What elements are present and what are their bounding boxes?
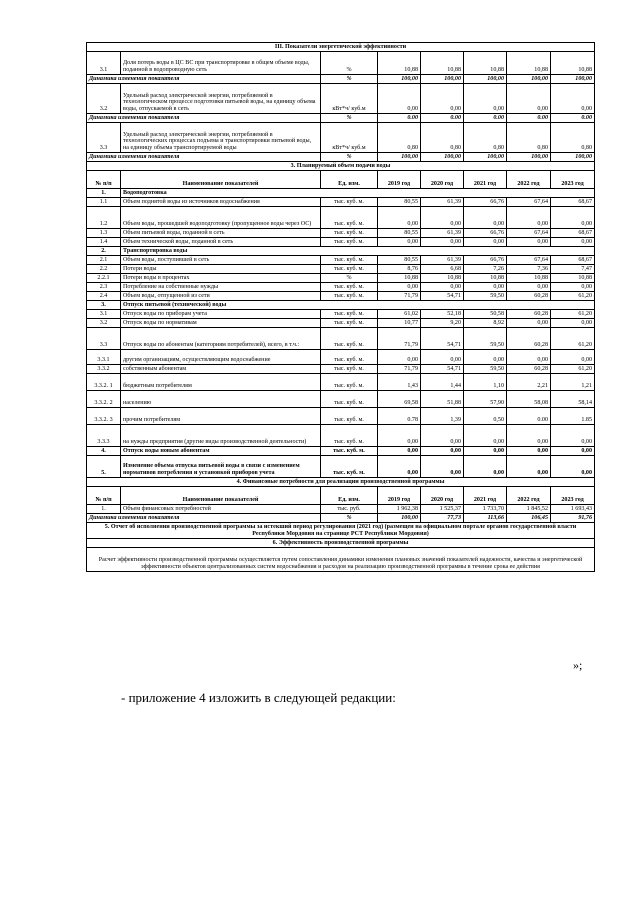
row-value: 100,00	[464, 75, 507, 84]
row-value: 0,00	[378, 350, 421, 365]
row-name: Объем воды, поступившей в сеть	[121, 256, 321, 265]
amendment-instruction: - приложение 4 изложить в следующей редакции:	[121, 690, 396, 705]
row-value: 1 693,43	[551, 505, 595, 514]
row-value: 57,90	[464, 391, 507, 408]
row-value: 0,00	[464, 207, 507, 229]
row-value: 0,00	[421, 84, 464, 114]
row-unit: тыс. куб. м.	[321, 283, 378, 292]
effectiveness-section	[87, 539, 595, 548]
row-value: 0.00	[421, 114, 464, 123]
row-unit: тыс. куб. м.	[321, 310, 378, 319]
volume-section-title: 3. Планируемый объем подачи воды	[87, 162, 595, 171]
row-value: 1,43	[378, 374, 421, 391]
row-number: 1.	[87, 505, 121, 514]
table-row	[87, 84, 595, 114]
finance-section	[87, 478, 595, 487]
report-section-title: 5. Отчет об исполнении производственной программы за истекший период регулирования (2021 год) (размещен на официальном портале органов государственной власти Республики Мордовия на странице РСТ Республики Мордовия)	[87, 523, 595, 539]
column-header-year: 2020 год	[421, 171, 464, 189]
row-value: 61,20	[551, 365, 595, 374]
row-value: 100,00	[507, 153, 551, 162]
row-number: 3.3.3	[87, 425, 121, 447]
row-value: 1,39	[421, 408, 464, 425]
row-value: 67,64	[507, 256, 551, 265]
row-value: 0,00	[507, 84, 551, 114]
column-header-year: 2023 год	[551, 171, 595, 189]
row-value: 60,28	[507, 365, 551, 374]
table-row	[87, 229, 595, 238]
row-value: 0,00	[551, 319, 595, 328]
row-value: 100,00	[507, 75, 551, 84]
row-number: 3.3	[87, 123, 121, 153]
row-value: 0.78	[378, 408, 421, 425]
row-value: 0,00	[421, 238, 464, 247]
volume-section	[87, 162, 595, 171]
row-value: 0,00	[421, 207, 464, 229]
row-unit: тыс. куб. м.	[321, 198, 378, 207]
row-value: 1,10	[464, 374, 507, 391]
row-unit: %	[321, 52, 378, 75]
row-unit: тыс. куб. м.	[321, 328, 378, 350]
row-value: 0,00	[507, 456, 551, 478]
effectiveness-section-title: 6. Эффективность производственной программы	[87, 539, 595, 548]
row-value: 71,79	[378, 328, 421, 350]
row-value: 0,00	[378, 456, 421, 478]
row-value: 0,00	[378, 283, 421, 292]
row-name: Потери воды	[121, 265, 321, 274]
row-value: 1.85	[551, 408, 595, 425]
column-header-year: 2023 год	[551, 487, 595, 505]
row-number: 1.1	[87, 198, 121, 207]
row-unit: тыс. куб. м.	[321, 229, 378, 238]
group-title: Транспортировка воды	[121, 247, 595, 256]
row-value: 77,73	[421, 514, 464, 523]
row-value: 10,88	[551, 52, 595, 75]
row-number: 2.3	[87, 283, 121, 292]
row-value: 68,67	[551, 256, 595, 265]
row-value: 100,00	[378, 75, 421, 84]
row-name: Изменение объема отпуска питьевой воды в связи с изменением нормативов потребления и установкой приборов учета	[121, 456, 321, 478]
column-header-year: 2020 год	[421, 487, 464, 505]
table-row	[87, 374, 595, 391]
production-program-table	[86, 42, 595, 572]
table-row	[87, 319, 595, 328]
row-value: 0,00	[551, 238, 595, 247]
row-value: 61,39	[421, 229, 464, 238]
row-value: 0,80	[378, 123, 421, 153]
row-value: 0,00	[464, 350, 507, 365]
row-value: 0,80	[507, 123, 551, 153]
row-value: 0,00	[464, 456, 507, 478]
dynamic-row	[87, 153, 595, 162]
row-unit: тыс. куб. м.	[321, 319, 378, 328]
row-value: 67,64	[507, 229, 551, 238]
row-value: 0,00	[551, 84, 595, 114]
table-row	[87, 52, 595, 75]
column-header-unit: Ед. изм.	[321, 487, 378, 505]
row-name: Объем финансовых потребностей	[121, 505, 321, 514]
row-name: населению	[121, 391, 321, 408]
row-value: 69,58	[378, 391, 421, 408]
row-value: 0.00	[464, 114, 507, 123]
dynamic-row	[87, 514, 595, 523]
row-value: 61,02	[378, 310, 421, 319]
row-value: 66,76	[464, 198, 507, 207]
row-name: Объем поднятой воды из источников водоснабжения	[121, 198, 321, 207]
closing-quote: »;	[573, 658, 583, 672]
row-value: 1,44	[421, 374, 464, 391]
row-value: 0.00	[378, 114, 421, 123]
row-number: 1.4	[87, 238, 121, 247]
row-value: 1,21	[551, 374, 595, 391]
row-value: 10,77	[378, 319, 421, 328]
row-number: 1.3	[87, 229, 121, 238]
row-value: 61,39	[421, 256, 464, 265]
dynamic-row	[87, 114, 595, 123]
report-section	[87, 523, 595, 539]
row-value: 0,00	[378, 84, 421, 114]
row-value: 60,28	[507, 310, 551, 319]
row-value: 7,36	[507, 265, 551, 274]
table-row	[87, 265, 595, 274]
table-row	[87, 207, 595, 229]
row-value: 0,00	[464, 447, 507, 456]
row-value: 0,00	[507, 425, 551, 447]
table-row	[87, 365, 595, 374]
table-row	[87, 123, 595, 153]
row-name: Отпуск воды новым абонентам	[121, 447, 321, 456]
row-value: 0,00	[378, 238, 421, 247]
table-row	[87, 425, 595, 447]
row-number: 3.3.2	[87, 365, 121, 374]
row-value: 0,00	[507, 207, 551, 229]
row-value: 67,64	[507, 198, 551, 207]
row-name: Отпуск воды по абонентам (категориям потребителей), всего, в т.ч.:	[121, 328, 321, 350]
row-value: 0,00	[551, 350, 595, 365]
row-value: 71,79	[378, 365, 421, 374]
row-value: 10,88	[378, 52, 421, 75]
group-title: Отпуск питьевой (технической) воды	[121, 301, 595, 310]
row-value: 0,80	[551, 123, 595, 153]
row-value: 10,88	[421, 52, 464, 75]
table-row	[87, 198, 595, 207]
row-unit: тыс. куб. м.	[321, 256, 378, 265]
row-unit: тыс. куб. м.	[321, 265, 378, 274]
row-unit: тыс. куб. м.	[321, 447, 378, 456]
efficiency-section	[87, 43, 595, 52]
row-name: прочим потребителям	[121, 408, 321, 425]
row-name: Удельный расход электрической энергии, потребляемой в технологических процессах подъема и транспортировки питьевой воды, на единицу объема транспортируемой воды	[121, 123, 321, 153]
row-number: 3.2	[87, 319, 121, 328]
efficiency-section-title: III. Показатели энергетической эффективности	[87, 43, 595, 52]
row-value: 10,88	[507, 52, 551, 75]
row-name: Удельный расход электрической энергии, потребляемой в технологическом процессе подготовки питьевой воды, на единицу объема воды, отпускаемой в сеть	[121, 84, 321, 114]
row-name: бюджетным потребителям	[121, 374, 321, 391]
row-value: 7,26	[464, 265, 507, 274]
table-row	[87, 274, 595, 283]
row-number: 3.2	[87, 84, 121, 114]
table-row	[87, 238, 595, 247]
row-value: 0.00	[507, 114, 551, 123]
row-value: 0,80	[421, 123, 464, 153]
row-number: 2.1	[87, 256, 121, 265]
row-value: 51,88	[421, 391, 464, 408]
row-name: на нужды предприятия (другие виды производственной деятельности)	[121, 425, 321, 447]
table-row	[87, 292, 595, 301]
row-value: 100,00	[464, 153, 507, 162]
row-value: 100,00	[421, 153, 464, 162]
row-unit: тыс. куб. м.	[321, 391, 378, 408]
row-value: 0,00	[507, 283, 551, 292]
row-unit: тыс. куб. м.	[321, 238, 378, 247]
row-value: 54,71	[421, 328, 464, 350]
row-number: 3.3.2. 1	[87, 374, 121, 391]
row-unit: %	[321, 153, 378, 162]
row-value: 61,39	[421, 198, 464, 207]
row-value: 59,50	[464, 292, 507, 301]
row-number: 4.	[87, 447, 121, 456]
row-value: 0,00	[464, 238, 507, 247]
row-number: 3.3.1	[87, 350, 121, 365]
dynamic-label: Динамика изменения показателя	[87, 114, 321, 123]
row-name: Потери воды в процентах	[121, 274, 321, 283]
row-name: Отпуск воды по нормативам	[121, 319, 321, 328]
table-row	[87, 350, 595, 365]
row-number: 1.	[87, 189, 121, 198]
row-value: 0,00	[551, 425, 595, 447]
row-value: 58,14	[551, 391, 595, 408]
group-title: Водоподготовка	[121, 189, 595, 198]
row-value: 100,00	[421, 75, 464, 84]
row-number: 3.3	[87, 328, 121, 350]
row-value: 59,50	[464, 328, 507, 350]
dynamic-label: Динамика изменения показателя	[87, 153, 321, 162]
row-value: 10,88	[507, 274, 551, 283]
row-unit: %	[321, 274, 378, 283]
row-value: 0,00	[551, 207, 595, 229]
row-value: 61,20	[551, 328, 595, 350]
row-number: 3.1	[87, 52, 121, 75]
row-value: 1 733,70	[464, 505, 507, 514]
row-value: 66,76	[464, 229, 507, 238]
row-number: 2.4	[87, 292, 121, 301]
row-value: 9,20	[421, 319, 464, 328]
finance-header-row	[87, 487, 595, 505]
row-value: 0,00	[421, 283, 464, 292]
row-value: 0,00	[378, 447, 421, 456]
table-row	[87, 391, 595, 408]
row-value: 91,76	[551, 514, 595, 523]
row-value: 0,00	[507, 447, 551, 456]
row-name: Потребление на собственные нужды	[121, 283, 321, 292]
table-row	[87, 505, 595, 514]
row-unit: тыс. куб. м.	[321, 350, 378, 365]
row-value: 0,00	[507, 350, 551, 365]
row-name: Объем питьевой воды, поданной в сеть	[121, 229, 321, 238]
row-value: 0.00	[507, 408, 551, 425]
column-header-unit: Ед. изм.	[321, 171, 378, 189]
row-unit: тыс. куб. м.	[321, 365, 378, 374]
column-header-year: 2019 год	[378, 487, 421, 505]
row-value: 1 525,37	[421, 505, 464, 514]
row-value: 1 962,38	[378, 505, 421, 514]
table-row	[87, 408, 595, 425]
row-value: 0,00	[507, 238, 551, 247]
row-value: 0,00	[464, 84, 507, 114]
row-unit: тыс. куб. м.	[321, 456, 378, 478]
row-value: 0,80	[464, 123, 507, 153]
row-number: 3.3.2. 2	[87, 391, 121, 408]
row-value: 7,47	[551, 265, 595, 274]
row-value: 8,76	[378, 265, 421, 274]
effectiveness-text-row	[87, 548, 595, 572]
row-value: 58,08	[507, 391, 551, 408]
row-number: 3.	[87, 301, 121, 310]
row-unit: тыс. куб. м.	[321, 207, 378, 229]
row-value: 100,00	[551, 75, 595, 84]
row-value: 68,67	[551, 198, 595, 207]
column-header-name: Наименование показателей	[121, 171, 321, 189]
row-name: Объем технической воды, поданной в сеть	[121, 238, 321, 247]
row-unit: тыс. куб. м.	[321, 408, 378, 425]
column-header-year: 2022 год	[507, 171, 551, 189]
row-value: 80,55	[378, 198, 421, 207]
row-value: 50,58	[464, 310, 507, 319]
row-unit: %	[321, 114, 378, 123]
row-unit: кВт*ч/ куб.м	[321, 84, 378, 114]
row-value: 113,66	[464, 514, 507, 523]
column-header-year: 2022 год	[507, 487, 551, 505]
group-row	[87, 189, 595, 198]
row-value: 0,00	[378, 425, 421, 447]
row-value: 60,28	[507, 328, 551, 350]
row-unit: %	[321, 75, 378, 84]
row-unit: кВт*ч/ куб.м	[321, 123, 378, 153]
row-value: 100,00	[378, 153, 421, 162]
finance-section-title: 4. Финансовые потребности для реализации производственной программы	[87, 478, 595, 487]
dynamic-label: Динамика изменения показателя	[87, 514, 321, 523]
document-page	[86, 42, 594, 572]
volume-header-row	[87, 171, 595, 189]
row-value: 10,88	[551, 274, 595, 283]
row-unit: тыс. руб.	[321, 505, 378, 514]
column-header-number: № п/п	[87, 171, 121, 189]
row-value: 54,71	[421, 292, 464, 301]
row-value: 2,21	[507, 374, 551, 391]
row-value: 0,00	[507, 319, 551, 328]
group-row	[87, 301, 595, 310]
row-value: 0,00	[421, 350, 464, 365]
row-value: 54,71	[421, 365, 464, 374]
table-row	[87, 447, 595, 456]
group-row	[87, 247, 595, 256]
dynamic-label: Динамика изменения показателя	[87, 75, 321, 84]
row-number: 2.2	[87, 265, 121, 274]
row-name: Доля потерь воды в ЦС ВС при транспортировке в общем объеме воды, поданной в водопроводную сеть	[121, 52, 321, 75]
row-value: 0,00	[421, 447, 464, 456]
row-unit: %	[321, 514, 378, 523]
row-unit: тыс. куб. м.	[321, 292, 378, 301]
row-value: 10,88	[421, 274, 464, 283]
column-header-year: 2021 год	[464, 487, 507, 505]
row-value: 80,55	[378, 229, 421, 238]
row-value: 8,92	[464, 319, 507, 328]
row-value: 60,28	[507, 292, 551, 301]
table-row	[87, 283, 595, 292]
row-value: 61,20	[551, 310, 595, 319]
row-value: 0,00	[421, 456, 464, 478]
row-value: 10,88	[464, 52, 507, 75]
row-name: собственным абонентам	[121, 365, 321, 374]
row-value: 59,50	[464, 365, 507, 374]
table-row	[87, 456, 595, 478]
row-value: 100,00	[551, 153, 595, 162]
row-value: 6,68	[421, 265, 464, 274]
column-header-name: Наименование показателей	[121, 487, 321, 505]
row-value: 71,79	[378, 292, 421, 301]
row-number: 3.1	[87, 310, 121, 319]
row-number: 2.	[87, 247, 121, 256]
row-name: Объем воды, отпущенной из сети	[121, 292, 321, 301]
row-name: Отпуск воды по приборам учета	[121, 310, 321, 319]
row-value: 0,00	[464, 425, 507, 447]
row-number: 2.2.1	[87, 274, 121, 283]
row-name: Объем воды, прошедшей водоподготовку (пропущенное воды через ОС)	[121, 207, 321, 229]
row-value: 100,00	[378, 514, 421, 523]
column-header-year: 2019 год	[378, 171, 421, 189]
row-value: 0,00	[464, 283, 507, 292]
row-number: 3.3.2. 3	[87, 408, 121, 425]
effectiveness-text: Расчет эффективности производственной программы осуществляется путем сопоставления динамики изменения плановых значений показателей надежности, качества и энергетической эффективности объектов централизованных систем водоснабжения и расходов на реализацию производственной программы в течение срока ее действия	[87, 548, 595, 572]
row-value: 0.00	[551, 114, 595, 123]
row-value: 0,00	[378, 207, 421, 229]
column-header-number: № п/п	[87, 487, 121, 505]
row-value: 10,88	[378, 274, 421, 283]
row-unit: тыс. куб. м.	[321, 374, 378, 391]
row-value: 1 845,52	[507, 505, 551, 514]
row-value: 0,00	[421, 425, 464, 447]
row-value: 0,00	[551, 447, 595, 456]
row-value: 10,88	[464, 274, 507, 283]
row-value: 66,76	[464, 256, 507, 265]
row-number: 5.	[87, 456, 121, 478]
table-row	[87, 256, 595, 265]
dynamic-row	[87, 75, 595, 84]
row-value: 80,55	[378, 256, 421, 265]
row-name: другим организациям, осуществляющим водоснабжение	[121, 350, 321, 365]
row-value: 52,18	[421, 310, 464, 319]
row-value: 61,20	[551, 292, 595, 301]
row-number: 1.2	[87, 207, 121, 229]
column-header-year: 2021 год	[464, 171, 507, 189]
table-row	[87, 310, 595, 319]
row-value: 106,45	[507, 514, 551, 523]
table-row	[87, 328, 595, 350]
row-value: 0,00	[551, 283, 595, 292]
row-unit: тыс. куб. м.	[321, 425, 378, 447]
row-value: 68,67	[551, 229, 595, 238]
row-value: 0,50	[464, 408, 507, 425]
row-value: 0,00	[551, 456, 595, 478]
